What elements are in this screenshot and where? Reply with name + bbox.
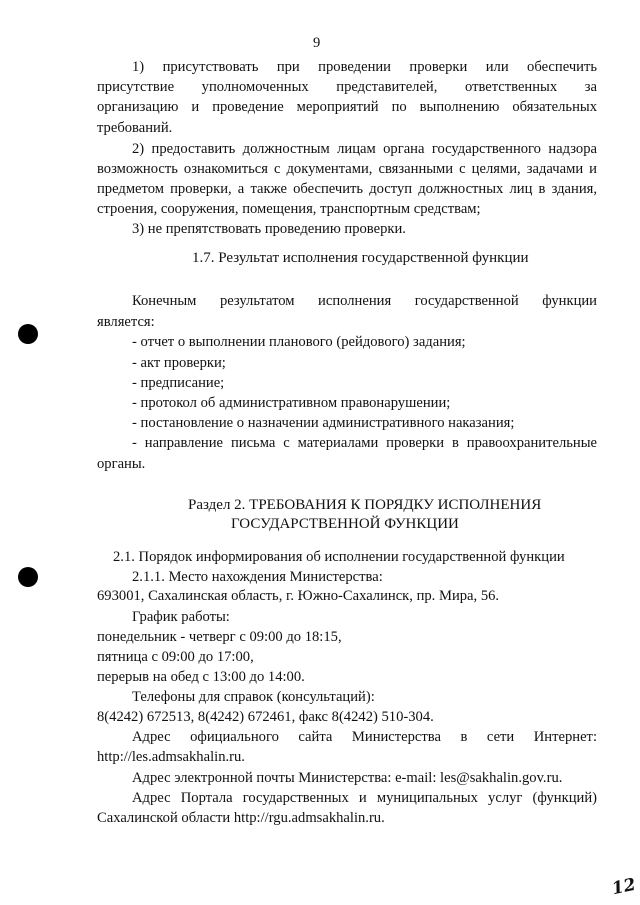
obligation-1-line-4: требований. <box>97 120 173 136</box>
punch-hole <box>18 324 38 344</box>
obligation-1-line-2: присутствие уполномоченных представителей, ответственных за <box>97 79 597 95</box>
result-item: - акт проверки; <box>132 355 226 371</box>
result-item: - постановление о назначении административного наказания; <box>132 415 515 431</box>
schedule-line: перерыв на обед с 13:00 до 14:00. <box>97 669 305 685</box>
results-intro-line-1: Конечным результатом исполнения государственной функции <box>132 293 597 309</box>
section-1-7-title: 1.7. Результат исполнения государственной функции <box>192 250 529 266</box>
obligation-1-line-3: организацию и проведение мероприятий по выполнению обязательных <box>97 99 597 115</box>
result-item: - направление письма с материалами проверки в правоохранительные <box>132 435 597 451</box>
result-item-continuation: органы. <box>97 456 146 472</box>
obligation-3: 3) не препятствовать проведению проверки. <box>132 221 406 237</box>
result-item: - протокол об административном правонарушении; <box>132 395 451 411</box>
subsection-2-1: 2.1. Порядок информирования об исполнении государственной функции <box>113 549 565 565</box>
portal-line-2: Сахалинской области http://rgu.admsakhalin.ru. <box>97 810 385 826</box>
result-item: - отчет о выполнении планового (рейдового) задания; <box>132 334 466 350</box>
schedule-line: пятница с 09:00 до 17:00, <box>97 649 254 665</box>
schedule-line: понедельник - четверг с 09:00 до 18:15, <box>97 629 342 645</box>
punch-hole <box>18 567 38 587</box>
subsection-2-1-1: 2.1.1. Место нахождения Министерства: <box>132 569 383 585</box>
obligation-2-line-4: строения, сооружения, помещения, транспортным средствам; <box>97 201 481 217</box>
results-intro-line-2: является: <box>97 314 155 330</box>
obligation-2-line-2: возможность ознакомиться с документами, связанными с целями, задачами и <box>97 161 597 177</box>
result-item: - предписание; <box>132 375 225 391</box>
schedule-label: График работы: <box>132 609 230 625</box>
website-line-2: http://les.admsakhalin.ru. <box>97 749 245 765</box>
ministry-email: Адрес электронной почты Министерства: e-mail: les@sakhalin.gov.ru. <box>132 770 563 786</box>
obligation-1-line-1: 1) присутствовать при проведении проверки или обеспечить <box>132 59 597 75</box>
phones-label: Телефоны для справок (консультаций): <box>132 689 375 705</box>
phones: 8(4242) 672513, 8(4242) 672461, факс 8(4242) 510-304. <box>97 709 434 725</box>
handwritten-page-mark: 12 <box>610 874 638 900</box>
obligation-2-line-1: 2) предоставить должностным лицам органа государственного надзора <box>132 141 597 157</box>
page-number: 9 <box>313 35 321 51</box>
ministry-address: 693001, Сахалинская область, г. Южно-Сахалинск, пр. Мира, 56. <box>97 588 500 604</box>
obligation-2-line-3: предметом проверки, а также обеспечить доступ должностных лиц в здания, <box>97 181 597 197</box>
website-line-1: Адрес официального сайта Министерства в сети Интернет: <box>132 729 597 745</box>
section-2-title-line-1: Раздел 2. ТРЕБОВАНИЯ К ПОРЯДКУ ИСПОЛНЕНИЯ <box>188 497 542 513</box>
section-2-title-line-2: ГОСУДАРСТВЕННОЙ ФУНКЦИИ <box>231 516 459 532</box>
portal-line-1: Адрес Портала государственных и муниципальных услуг (функций) <box>132 790 597 806</box>
